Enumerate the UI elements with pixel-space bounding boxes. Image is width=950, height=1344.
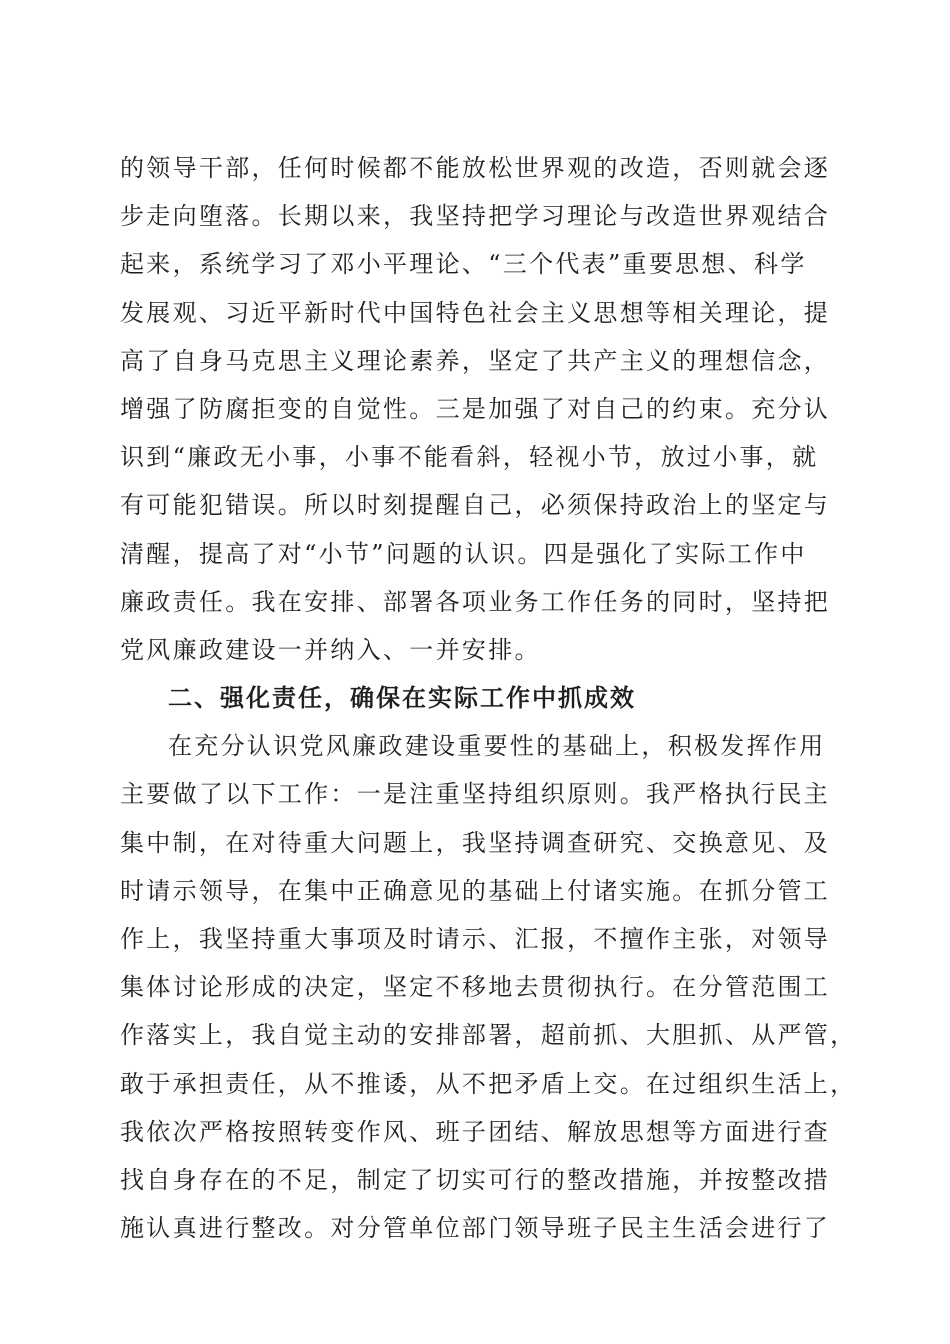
text-line: 清醒，提高了对“小节”问题的认识。四是强化了实际工作中	[120, 539, 807, 568]
text-line: 作落实上，我自觉主动的安排部署，超前抓、大胆抓、从严管，	[120, 1021, 857, 1050]
text-line: 集中制，在对待重大问题上，我坚持调查研究、交换意见、及	[120, 828, 831, 857]
document-body	[120, 144, 857, 1252]
text-line: 集体讨论形成的决定，坚定不移地去贯彻执行。在分管范围工	[120, 973, 831, 1002]
paragraph-first-line: 在充分认识党风廉政建设重要性的基础上，积极发挥作用	[168, 732, 826, 761]
text-line: 步走向堕落。长期以来，我坚持把学习理论与改造世界观结合	[120, 202, 831, 231]
text-line: 作上，我坚持重大事项及时请示、汇报，不擅作主张，对领导	[120, 925, 831, 953]
text-line: 有可能犯错误。所以时刻提醒自己，必须保持政治上的坚定与	[120, 491, 831, 520]
text-line: 廉政责任。我在安排、部署各项业务工作任务的同时，坚持把	[120, 587, 831, 616]
text-line: 增强了防腐拒变的自觉性。三是加强了对自己的约束。充分认	[120, 394, 831, 423]
text-line: 识到“廉政无小事，小事不能看斜，轻视小节，放过小事，就	[120, 443, 819, 472]
text-line: 起来，系统学习了邓小平理论、“三个代表”重要思想、科学	[120, 250, 807, 279]
text-line: 找自身存在的不足，制定了切实可行的整改措施，并按整改措	[120, 1165, 831, 1194]
text-line: 的领导干部，任何时候都不能放松世界观的改造，否则就会逐	[120, 154, 831, 182]
text-line: 发展观、习近平新时代中国特色社会主义思想等相关理论，提	[120, 298, 831, 327]
text-line: 时请示领导，在集中正确意见的基础上付诸实施。在抓分管工	[120, 876, 831, 905]
text-line: 我依次严格按照转变作风、班子团结、解放思想等方面进行查	[120, 1117, 831, 1146]
text-line: 高了自身马克思主义理论素养，坚定了共产主义的理想信念，	[120, 346, 831, 375]
text-line: 施认真进行整改。对分管单位部门领导班子民主生活会进行了	[120, 1214, 831, 1243]
text-line: 党风廉政建设一并纳入、一并安排。	[120, 635, 541, 664]
text-line: 主要做了以下工作：一是注重坚持组织原则。我严格执行民主	[120, 780, 831, 809]
text-line: 敢于承担责任，从不推诿，从不把矛盾上交。在过组织生活上，	[120, 1069, 857, 1098]
section-heading: 二、强化责任，确保在实际工作中抓成效	[168, 684, 636, 713]
